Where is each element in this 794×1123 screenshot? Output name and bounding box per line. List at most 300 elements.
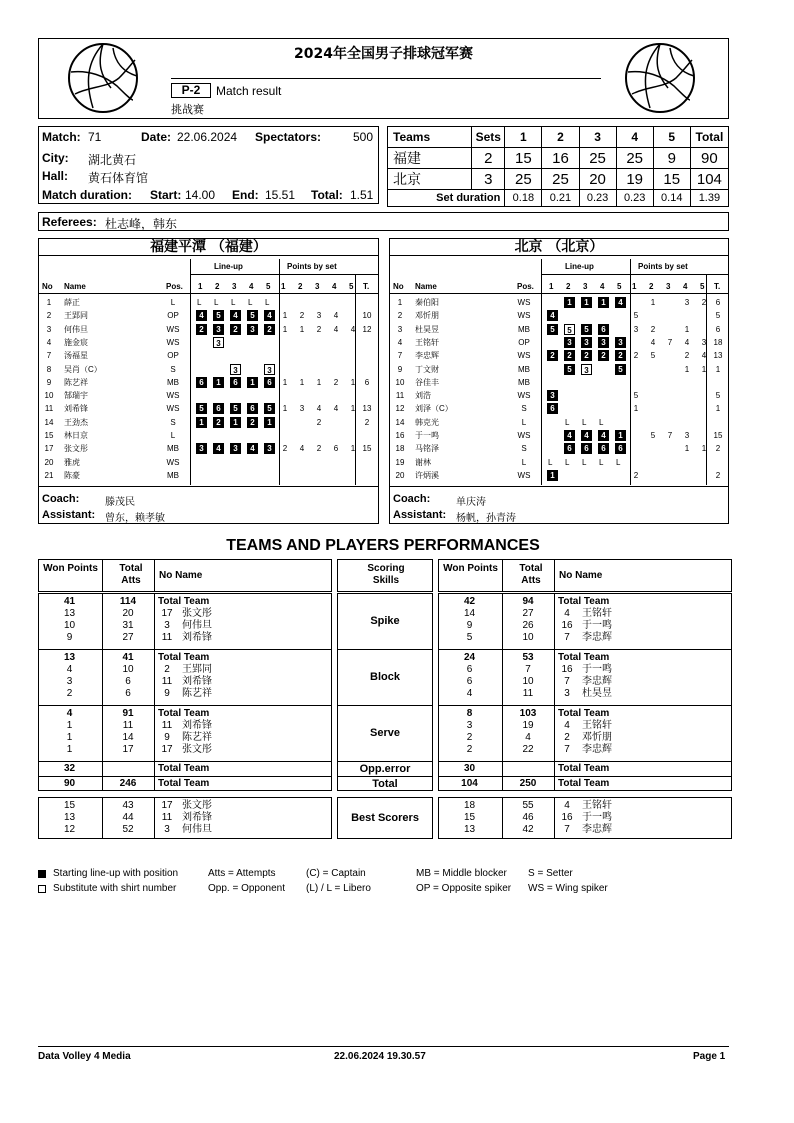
starting-position-square: 2 (213, 417, 224, 428)
coach-name: 单庆涛 (456, 497, 486, 508)
total-atts-b: 250 (519, 778, 537, 789)
set-points: 1 (701, 365, 707, 374)
substitute-square: 3 (264, 364, 275, 375)
set-points: 3 (684, 298, 690, 307)
libero-mark: L (565, 458, 570, 467)
col-total: T. (714, 282, 721, 291)
player-name: 施金宸 (64, 338, 88, 347)
starting-position-square: 4 (564, 430, 575, 441)
footer-rule (38, 1046, 729, 1047)
set-points: 1 (316, 378, 322, 387)
team-a-perf-header (38, 559, 332, 592)
total-team-label: Total Team (158, 652, 210, 663)
player-position: WS (166, 325, 180, 334)
player-won-points: 1 (66, 720, 73, 731)
set-score: 15 (505, 148, 542, 169)
libero-mark: L (582, 418, 587, 427)
libero-mark: L (599, 418, 604, 427)
player-name: 刘泽（C） (415, 404, 453, 413)
player-number: 10 (395, 378, 405, 387)
set-points: 1 (282, 325, 288, 334)
set-score: 25 (542, 169, 579, 190)
assistant-name: 曾东，赖孝敏 (105, 513, 165, 524)
player-won-points: 4 (66, 664, 73, 675)
scoring-skills-label: Scoring Skills (367, 563, 405, 586)
lineup-set-num: 5 (266, 282, 271, 291)
set-points: 4 (350, 325, 356, 334)
stage-label: 挑战赛 (171, 104, 204, 116)
points-set-num: 1 (632, 282, 637, 291)
player-position: WS (517, 311, 531, 320)
starting-position-square: 6 (615, 443, 626, 454)
duration-label: Match duration: (42, 188, 132, 202)
player-total: 10 (362, 311, 372, 320)
substitute-square: 3 (213, 337, 224, 348)
legend-substitute: Substitute with shirt number (53, 883, 177, 894)
player-atts: 26 (522, 620, 534, 631)
set-score: 19 (616, 169, 653, 190)
team-won-points: 8 (466, 708, 473, 719)
best-player-name: 刘希锋 (182, 812, 212, 823)
assistant-name: 杨帆，孙青涛 (456, 513, 516, 524)
player-atts: 27 (522, 608, 534, 619)
set-points: 2 (299, 311, 305, 320)
player-name: 王铭轩 (582, 608, 612, 619)
player-shirt-no: 2 (164, 664, 170, 675)
starting-position-square: 6 (547, 403, 558, 414)
player-number: 2 (46, 311, 52, 320)
col-divider (154, 560, 155, 591)
date-value: 22.06.2024 (177, 130, 238, 144)
points-set-num: 5 (349, 282, 354, 291)
player-atts: 6 (125, 688, 131, 699)
lineup-set-num: 4 (249, 282, 254, 291)
starting-position-square: 2 (598, 350, 609, 361)
legend-s: S = Setter (528, 868, 573, 879)
player-atts: 22 (522, 744, 534, 755)
player-name: 王劲杰 (64, 418, 88, 427)
player-position: OP (518, 338, 530, 347)
lineup-set-num: 2 (215, 282, 220, 291)
header-rule (190, 274, 378, 275)
player-name: 刘浩 (415, 391, 431, 400)
starting-position-square: 2 (264, 324, 275, 335)
legend-starting: Starting line-up with position (53, 868, 179, 879)
total-atts-header: Total Atts (119, 563, 143, 586)
starting-position-square: 4 (581, 430, 592, 441)
libero-mark: L (265, 298, 270, 307)
player-shirt-no: 11 (161, 632, 173, 643)
player-atts: 6 (125, 676, 131, 687)
total-points-a: 90 (63, 778, 76, 789)
starting-position-square: 2 (547, 350, 558, 361)
col-name: Name (64, 282, 86, 291)
set-points: 3 (316, 311, 322, 320)
total-team-label: Total Team (158, 778, 210, 789)
referees-label: Referees: (42, 215, 97, 229)
player-shirt-no: 4 (564, 720, 570, 731)
set-score: 9 (653, 148, 690, 169)
starting-position-square: 6 (213, 403, 224, 414)
set-points: 4 (299, 444, 305, 453)
assistant-label: Assistant: (393, 509, 447, 521)
player-position: WS (517, 471, 531, 480)
set-points: 1 (701, 444, 707, 453)
lineup-set-num: 3 (232, 282, 237, 291)
player-total: 2 (715, 471, 721, 480)
footer-center: 22.06.2024 19.30.57 (334, 1051, 426, 1062)
starting-position-square: 1 (264, 417, 275, 428)
starting-position-square: 3 (547, 390, 558, 401)
best-points: 13 (463, 824, 476, 835)
player-position: WS (166, 338, 180, 347)
best-atts: 52 (122, 824, 134, 835)
lineup-header: Line-up (565, 262, 594, 271)
no-name-header: No Name (559, 570, 603, 581)
team-won-points: 41 (63, 596, 76, 607)
best-points: 12 (63, 824, 76, 835)
starting-position-square: 4 (247, 443, 258, 454)
team-total-atts: 103 (519, 708, 537, 719)
player-atts: 10 (522, 676, 534, 687)
player-number: 7 (397, 351, 403, 360)
player-shirt-no: 3 (164, 620, 170, 631)
starting-position-square: 2 (196, 324, 207, 335)
player-number: 17 (44, 444, 54, 453)
player-won-points: 5 (466, 632, 473, 643)
total-team-label: Total Team (558, 596, 610, 607)
player-won-points: 2 (66, 688, 73, 699)
player-name: 李忠辉 (582, 676, 612, 687)
best-shirt-no: 16 (561, 812, 573, 823)
starting-position-square: 1 (581, 297, 592, 308)
player-won-points: 6 (466, 676, 473, 687)
substitute-square: 3 (230, 364, 241, 375)
starting-position-square: 1 (213, 377, 224, 388)
legend-opp: Opp. = Opponent (208, 883, 286, 894)
team-total-atts: 94 (522, 596, 534, 607)
match-result-label: Match result (216, 84, 282, 98)
best-points: 13 (63, 812, 76, 823)
player-number: 11 (395, 391, 405, 400)
player-position: S (170, 418, 176, 427)
set-duration: 0.23 (616, 190, 653, 207)
set-points: 3 (701, 338, 707, 347)
player-number: 1 (397, 298, 403, 307)
col-set-4: 4 (616, 127, 653, 148)
lineup-header: Line-up (214, 262, 243, 271)
player-shirt-no: 3 (564, 688, 570, 699)
set-points: 4 (333, 311, 339, 320)
total-label: Total (372, 778, 398, 790)
starting-position-square: 6 (598, 324, 609, 335)
player-name: 王郢同 (64, 311, 88, 320)
set-points: 1 (684, 325, 690, 334)
starting-position-square: 5 (213, 310, 224, 321)
starting-position-square: 3 (264, 443, 275, 454)
col-divider (102, 560, 103, 591)
starting-position-square: 3 (247, 324, 258, 335)
team-total-atts: 41 (122, 652, 134, 663)
starting-position-square: 6 (247, 403, 258, 414)
player-name: 邓忻朋 (415, 311, 439, 320)
coach-label: Coach: (393, 493, 431, 505)
player-won-points: 6 (466, 664, 473, 675)
player-name: 刘希锋 (182, 720, 212, 731)
sets-won: 3 (472, 169, 505, 190)
col-sets: Sets (472, 127, 505, 148)
player-won-points: 14 (463, 608, 476, 619)
best-player-name: 张文彤 (182, 800, 212, 811)
set-duration-label: Set duration (388, 190, 505, 207)
set-points: 4 (333, 404, 339, 413)
best-atts: 44 (122, 812, 134, 823)
footer-right: Page 1 (693, 1051, 726, 1062)
player-shirt-no: 17 (161, 608, 173, 619)
total-team-label: Total Team (558, 708, 610, 719)
set-points: 4 (701, 351, 707, 360)
total-team-label: Total Team (158, 763, 210, 774)
player-name: 张文彤 (64, 444, 88, 453)
libero-mark: L (248, 298, 253, 307)
player-atts: 7 (525, 664, 531, 675)
scoreboard-table (387, 126, 729, 207)
col-set-3: 3 (579, 127, 616, 148)
starting-position-square: 5 (547, 324, 558, 335)
starting-position-square: 5 (247, 310, 258, 321)
legend-libero: (L) / L = Libero (306, 883, 371, 894)
player-name: 于一鸣 (415, 431, 439, 440)
player-total: 5 (715, 391, 721, 400)
total-score: 90 (690, 148, 728, 169)
player-name: 李忠辉 (415, 351, 439, 360)
col-no: No (393, 282, 404, 291)
player-position: MB (518, 365, 530, 374)
player-atts: 14 (122, 732, 134, 743)
set-score: 25 (505, 169, 542, 190)
set-points: 1 (350, 404, 356, 413)
section-rule (337, 649, 433, 650)
team-name-title: 福建平潭 （福建） (39, 239, 378, 256)
starting-position-square: 5 (564, 364, 575, 375)
player-number: 21 (44, 471, 54, 480)
player-number: 4 (397, 338, 403, 347)
player-atts: 27 (122, 632, 134, 643)
total-team-label: Total Team (158, 596, 210, 607)
no-name-header: No Name (159, 570, 203, 581)
section-rule (337, 705, 433, 706)
player-name: 谢林 (415, 458, 431, 467)
match-no-label: Match: (42, 130, 81, 144)
opp-error-b: 30 (463, 763, 476, 774)
coach-label: Coach: (42, 493, 80, 505)
col-divider (102, 798, 103, 838)
player-total: 15 (713, 431, 723, 440)
team-a-roster (38, 238, 379, 524)
player-number: 10 (44, 391, 54, 400)
player-position: WS (517, 351, 531, 360)
libero-mark: L (616, 458, 621, 467)
player-atts: 11 (522, 688, 534, 699)
col-divider (554, 560, 555, 591)
set-points: 4 (650, 338, 656, 347)
set-points: 1 (650, 298, 656, 307)
set-points: 2 (684, 351, 690, 360)
footer-left: Data Volley 4 Media (38, 1051, 131, 1062)
best-scorers-label: Best Scorers (351, 812, 419, 824)
lineup-set-num: 5 (617, 282, 622, 291)
starting-position-square: 3 (564, 337, 575, 348)
referees-box (38, 212, 729, 231)
opp-error-label: Opp.error (359, 763, 411, 775)
player-won-points: 10 (63, 620, 76, 631)
best-shirt-no: 7 (564, 824, 570, 835)
coach-rule (390, 486, 728, 487)
col-set-2: 2 (542, 127, 579, 148)
starting-position-square: 2 (247, 417, 258, 428)
total-team-label: Total Team (558, 763, 610, 774)
starting-position-square: 1 (598, 297, 609, 308)
player-name: 于一鸣 (582, 620, 612, 631)
skill-name: Block (370, 671, 400, 683)
best-atts: 46 (522, 812, 534, 823)
section-rule (38, 649, 332, 650)
match-info-box (38, 126, 379, 204)
player-total: 12 (362, 325, 372, 334)
player-total: 13 (362, 404, 372, 413)
coach-name: 滕茂民 (105, 497, 135, 508)
col-divider (502, 560, 503, 591)
player-atts: 19 (522, 720, 534, 731)
starting-position-square: 4 (598, 430, 609, 441)
player-number: 2 (397, 311, 403, 320)
row-rule (337, 761, 433, 762)
report-header (38, 38, 729, 119)
player-name: 王铭轩 (582, 720, 612, 731)
points-set-num: 1 (281, 282, 286, 291)
libero-mark: L (231, 298, 236, 307)
legend-mb: MB = Middle blocker (416, 868, 507, 879)
opp-error-a: 32 (63, 763, 76, 774)
starting-position-square: 1 (547, 470, 558, 481)
team-name-title: 北京 （北京） (390, 239, 728, 256)
set-points: 1 (299, 325, 305, 334)
best-player-name: 于一鸣 (582, 812, 612, 823)
total-atts-a: 246 (119, 778, 137, 789)
player-number: 20 (395, 471, 405, 480)
starting-position-square: 4 (615, 297, 626, 308)
player-position: OP (167, 351, 179, 360)
player-position: S (521, 444, 527, 453)
row-rule (38, 776, 332, 777)
team-total-atts: 91 (122, 708, 134, 719)
player-shirt-no: 2 (564, 732, 570, 743)
legend-ws: WS = Wing spiker (528, 883, 608, 894)
set-points: 2 (633, 351, 639, 360)
points-set-num: 3 (315, 282, 320, 291)
starting-position-square: 4 (230, 310, 241, 321)
set-points: 1 (350, 378, 356, 387)
points-set-num: 5 (700, 282, 705, 291)
set-points: 1 (350, 444, 356, 453)
player-position: WS (517, 298, 531, 307)
player-total: 18 (713, 338, 723, 347)
set-score: 16 (542, 148, 579, 169)
best-player-name: 李忠辉 (582, 824, 612, 835)
player-position: L (170, 298, 176, 307)
libero-mark: L (214, 298, 219, 307)
spectators-value: 500 (353, 130, 374, 144)
team-won-points: 24 (463, 652, 476, 663)
hall-value: 黄石体育馆 (88, 171, 149, 185)
player-total: 6 (364, 378, 370, 387)
libero-mark: L (548, 458, 553, 467)
header-rule (541, 274, 728, 275)
skill-name: Spike (370, 615, 400, 627)
best-points: 15 (463, 812, 476, 823)
team-name: 北京 (388, 169, 472, 190)
best-points: 15 (63, 800, 76, 811)
col-set-1: 1 (505, 127, 542, 148)
points-set-num: 2 (298, 282, 303, 291)
best-atts: 55 (522, 800, 534, 811)
player-name: 刘希锋 (64, 404, 88, 413)
best-shirt-no: 3 (164, 824, 170, 835)
starting-position-square: 3 (615, 337, 626, 348)
player-number: 4 (46, 338, 52, 347)
starting-position-square: 4 (196, 310, 207, 321)
starting-position-square: 2 (615, 350, 626, 361)
player-won-points: 1 (66, 744, 73, 755)
player-shirt-no: 7 (564, 632, 570, 643)
set-points: 2 (650, 325, 656, 334)
set-points: 2 (316, 325, 322, 334)
section-rule (438, 649, 732, 650)
set-points: 2 (701, 298, 707, 307)
player-total: 6 (715, 325, 721, 334)
set-duration-total: 1.39 (690, 190, 728, 207)
player-shirt-no: 17 (161, 744, 173, 755)
city-value: 湖北黄石 (88, 153, 137, 167)
best-shirt-no: 17 (161, 800, 173, 811)
hall-label: Hall: (42, 169, 69, 183)
set-points: 1 (684, 365, 690, 374)
player-atts: 10 (522, 632, 534, 643)
player-name: 王郢同 (182, 664, 212, 675)
player-shirt-no: 16 (561, 664, 573, 675)
player-atts: 10 (122, 664, 134, 675)
spectators-label: Spectators: (255, 130, 322, 144)
row-rule (438, 776, 732, 777)
player-number: 16 (395, 431, 405, 440)
scoring-skills-header (337, 559, 433, 592)
open-square-icon (38, 885, 46, 893)
player-position: OP (167, 311, 179, 320)
skill-name: Serve (370, 727, 400, 739)
best-points: 18 (463, 800, 476, 811)
libero-mark: L (197, 298, 202, 307)
start-value: 14.00 (185, 188, 216, 202)
team-won-points: 13 (63, 652, 76, 663)
player-atts: 4 (525, 732, 531, 743)
player-position: MB (167, 444, 179, 453)
set-points: 2 (282, 444, 288, 453)
player-total: 5 (715, 311, 721, 320)
starting-position-square: 4 (213, 443, 224, 454)
player-won-points: 13 (63, 608, 76, 619)
set-points: 7 (667, 431, 673, 440)
team-b-perf-header (438, 559, 732, 592)
